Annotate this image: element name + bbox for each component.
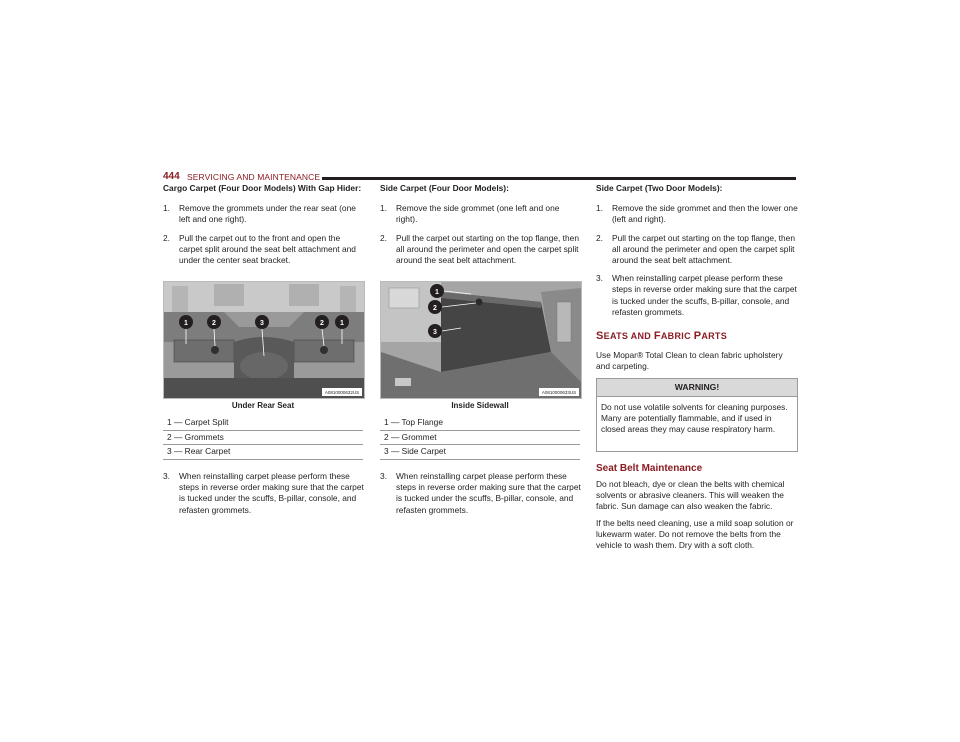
- figure-code: A0810000633US: [541, 390, 577, 395]
- col2-title: Side Carpet (Four Door Models):: [380, 183, 509, 193]
- badge-1-right: [335, 315, 349, 329]
- warning-title: WARNING!: [597, 379, 797, 397]
- svg-text:1: 1: [184, 320, 188, 327]
- badge-1: [430, 284, 444, 298]
- legend-col2: [380, 416, 580, 460]
- col1-step-1: 1. Remove the grommets under the rear seat (one left and one right).: [163, 203, 356, 225]
- col2-text: [380, 183, 582, 266]
- belt-heading: Seat Belt Maintenance: [596, 463, 703, 474]
- col2-step-3: 3. When reinstalling carpet please perform these steps in reverse order making sure that the carpet is tucked under the scuffs, B-pillar, console, and refasten grommets.: [380, 471, 581, 515]
- caption-inside-sidewall: Inside Sidewall: [451, 401, 509, 410]
- legend-item: 1 — Top Flange: [380, 416, 580, 431]
- col1-step-3-block: [163, 471, 365, 516]
- page-number: 444: [163, 171, 180, 182]
- header-rule: [322, 177, 796, 180]
- col3-step-3: 3. When reinstalling carpet please perform these steps in reverse order making sure that the carpet is tucked under the scuffs, B-pillar, console, and refasten grommets.: [596, 273, 797, 317]
- warning-box: [596, 378, 798, 452]
- svg-text:3: 3: [433, 329, 437, 336]
- seats-text: Use Mopar® Total Clean to clean fabric upholstery and carpeting.: [596, 350, 783, 372]
- col3-text: [596, 183, 798, 318]
- col2-step-3-block: [380, 471, 582, 516]
- col1-title: Cargo Carpet (Four Door Models) With Gap Hider:: [163, 183, 362, 193]
- svg-text:1: 1: [340, 320, 344, 327]
- col1-step-2: 2. Pull the carpet out to the front and open the carpet split around the seat belt attachment and under the center seat bracket.: [163, 232, 356, 266]
- svg-text:1: 1: [435, 289, 439, 296]
- badge-2-right: [315, 315, 329, 329]
- section-title: SERVICING AND MAINTENANCE: [187, 172, 321, 182]
- figure-code: A0810000632US: [324, 390, 360, 395]
- col2-step-1: 1. Remove the side grommet (one left and one right).: [380, 203, 560, 225]
- seats-heading: SEATS AND FABRIC PARTS: [596, 330, 728, 342]
- col3-step-2: 2. Pull the carpet out starting on the top flange, then all around the perimeter and open the carpet split around the seat belt attachment.: [596, 232, 795, 266]
- svg-text:2: 2: [212, 320, 216, 327]
- legend-item: 2 — Grommet: [380, 431, 580, 446]
- legend-item: 3 — Side Carpet: [380, 445, 580, 460]
- svg-text:2: 2: [433, 305, 437, 312]
- badge-1-left: [179, 315, 193, 329]
- figure-inside-sidewall: [380, 281, 582, 399]
- belt-paragraph-2: If the belts need cleaning, use a mild soap solution or lukewarm water. Do not remove the belts from the vehicle to wash them. Dry with a soft cloth.: [596, 518, 794, 551]
- col1-step-3: 3. When reinstalling carpet please perform these steps in reverse order making sure that the carpet is tucked under the scuffs, B-pillar, console, and refasten grommets.: [163, 471, 364, 515]
- svg-text:3: 3: [260, 320, 264, 327]
- col3-title: Side Carpet (Two Door Models):: [596, 183, 723, 193]
- badge-3: [428, 324, 442, 338]
- belt-paragraph-1: Do not bleach, dye or clean the belts with chemical solvents or abrasive cleaners. This will weaken the fabric. Sun damage can also weaken the fabric.: [596, 479, 785, 512]
- badge-2: [428, 300, 442, 314]
- legend-item: 3 — Rear Carpet: [163, 445, 363, 460]
- legend-col1: [163, 416, 363, 460]
- legend-item: 2 — Grommets: [163, 431, 363, 446]
- col2-step-2: 2. Pull the carpet out starting on the top flange, then all around the perimeter and open the carpet split around the seat belt attachment.: [380, 232, 579, 266]
- svg-text:2: 2: [320, 320, 324, 327]
- badge-2-left: [207, 315, 221, 329]
- caption-under-rear-seat: Under Rear Seat: [231, 401, 295, 410]
- warning-text: Do not use volatile solvents for cleaning purposes. Many are potentially flammable, and if used in closed areas they may cause respiratory harm.: [601, 402, 788, 435]
- col3-step-1: 1. Remove the side grommet and then the lower one (left and right).: [596, 203, 798, 225]
- badge-3: [255, 315, 269, 329]
- figure-under-rear-seat: [163, 281, 365, 399]
- legend-item: 1 — Carpet Split: [163, 416, 363, 431]
- col1-text: [163, 183, 365, 266]
